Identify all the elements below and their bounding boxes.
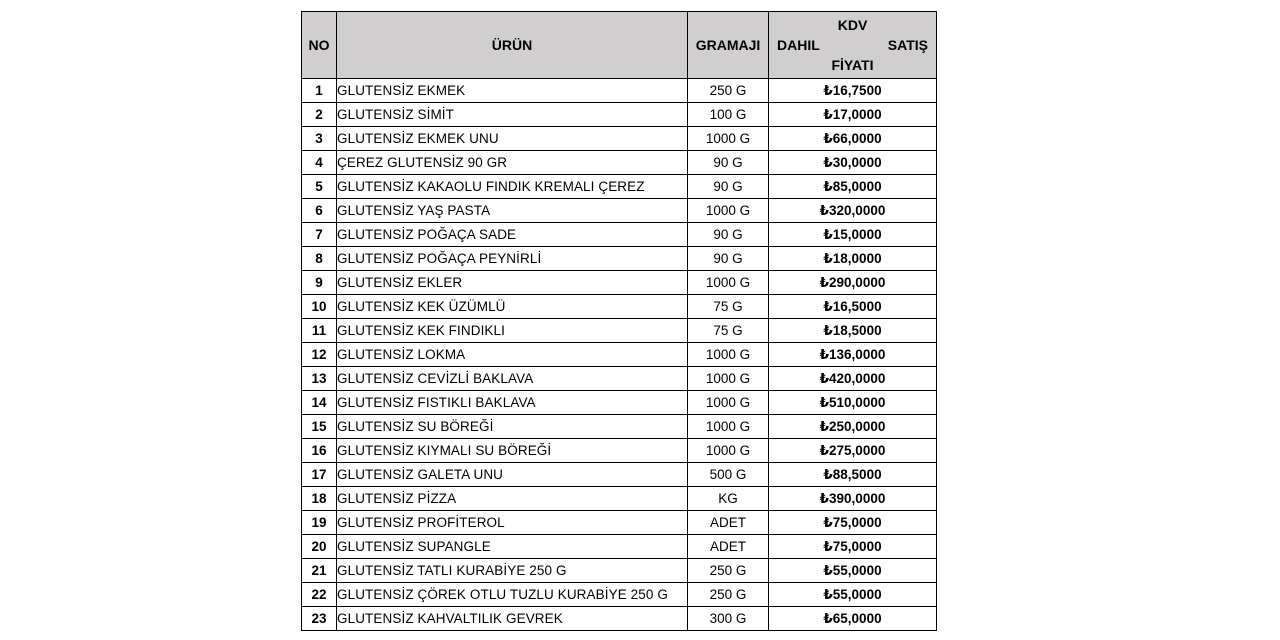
product-price: ₺16,5000	[769, 295, 937, 319]
product-weight: 250 G	[688, 583, 769, 607]
row-number: 11	[302, 319, 337, 343]
product-name: ÇEREZ GLUTENSİZ 90 GR	[337, 151, 688, 175]
row-number: 13	[302, 367, 337, 391]
product-weight: 1000 G	[688, 391, 769, 415]
product-name: GLUTENSİZ EKMEK	[337, 79, 688, 103]
product-name: GLUTENSİZ KEK FINDIKLI	[337, 319, 688, 343]
product-weight: ADET	[688, 535, 769, 559]
product-price: ₺510,0000	[769, 391, 937, 415]
row-number: 9	[302, 271, 337, 295]
product-weight: 75 G	[688, 319, 769, 343]
product-weight: 1000 G	[688, 415, 769, 439]
product-weight: 1000 G	[688, 343, 769, 367]
product-name: GLUTENSİZ KAKAOLU FINDIK KREMALI ÇEREZ	[337, 175, 688, 199]
product-price: ₺275,0000	[769, 439, 937, 463]
row-number: 10	[302, 295, 337, 319]
product-price: ₺290,0000	[769, 271, 937, 295]
product-price: ₺85,0000	[769, 175, 937, 199]
product-price: ₺30,0000	[769, 151, 937, 175]
table-row	[302, 535, 937, 559]
product-weight: 1000 G	[688, 271, 769, 295]
product-weight: 300 G	[688, 607, 769, 631]
row-number: 5	[302, 175, 337, 199]
product-name: GLUTENSİZ FISTIKLI BAKLAVA	[337, 391, 688, 415]
row-number: 7	[302, 223, 337, 247]
row-number: 19	[302, 511, 337, 535]
header-row	[302, 12, 937, 79]
header-price-line2	[769, 35, 936, 55]
header-price-line1: KDV	[837, 17, 868, 33]
product-weight: 90 G	[688, 151, 769, 175]
product-price: ₺75,0000	[769, 535, 937, 559]
row-number: 6	[302, 199, 337, 223]
row-number: 12	[302, 343, 337, 367]
table-header	[302, 12, 937, 79]
row-number: 4	[302, 151, 337, 175]
product-name: GLUTENSİZ SİMİT	[337, 103, 688, 127]
table-row	[302, 583, 937, 607]
table-row	[302, 511, 937, 535]
product-weight: 90 G	[688, 247, 769, 271]
price-table	[301, 11, 937, 631]
product-price: ₺75,0000	[769, 511, 937, 535]
product-name: GLUTENSİZ CEVİZLİ BAKLAVA	[337, 367, 688, 391]
table-row	[302, 391, 937, 415]
product-name: GLUTENSİZ PİZZA	[337, 487, 688, 511]
product-price: ₺420,0000	[769, 367, 937, 391]
row-number: 18	[302, 487, 337, 511]
product-weight: 90 G	[688, 223, 769, 247]
product-price: ₺88,5000	[769, 463, 937, 487]
product-price: ₺66,0000	[769, 127, 937, 151]
product-price: ₺55,0000	[769, 583, 937, 607]
header-price-line2b: SATIŞ	[887, 37, 928, 53]
product-name: GLUTENSİZ YAŞ PASTA	[337, 199, 688, 223]
product-name: GLUTENSİZ EKLER	[337, 271, 688, 295]
product-weight: 1000 G	[688, 199, 769, 223]
product-weight: 250 G	[688, 79, 769, 103]
product-name: GLUTENSİZ SU BÖREĞİ	[337, 415, 688, 439]
table-row	[302, 103, 937, 127]
product-name: GLUTENSİZ KAHVALTILIK GEVREK	[337, 607, 688, 631]
table-row	[302, 607, 937, 631]
row-number: 2	[302, 103, 337, 127]
row-number: 21	[302, 559, 337, 583]
product-weight: 1000 G	[688, 367, 769, 391]
table-row	[302, 295, 937, 319]
product-price: ₺390,0000	[769, 487, 937, 511]
header-price-line3: FİYATI	[831, 57, 874, 73]
product-price: ₺18,0000	[769, 247, 937, 271]
product-price: ₺16,7500	[769, 79, 937, 103]
product-name: GLUTENSİZ LOKMA	[337, 343, 688, 367]
table-body	[302, 79, 937, 631]
product-name: GLUTENSİZ SUPANGLE	[337, 535, 688, 559]
row-number: 16	[302, 439, 337, 463]
row-number: 3	[302, 127, 337, 151]
row-number: 20	[302, 535, 337, 559]
product-price: ₺136,0000	[769, 343, 937, 367]
table-row	[302, 175, 937, 199]
product-name: GLUTENSİZ EKMEK UNU	[337, 127, 688, 151]
product-weight: 250 G	[688, 559, 769, 583]
product-name: GLUTENSİZ POĞAÇA SADE	[337, 223, 688, 247]
product-price: ₺250,0000	[769, 415, 937, 439]
product-name: GLUTENSİZ KIYMALI SU BÖREĞİ	[337, 439, 688, 463]
table-row	[302, 223, 937, 247]
table-row	[302, 367, 937, 391]
table-row	[302, 559, 937, 583]
product-name: GLUTENSİZ PROFİTEROL	[337, 511, 688, 535]
row-number: 1	[302, 79, 337, 103]
table-row	[302, 439, 937, 463]
product-weight: 1000 G	[688, 127, 769, 151]
product-weight: 500 G	[688, 463, 769, 487]
product-name: GLUTENSİZ POĞAÇA PEYNİRLİ	[337, 247, 688, 271]
product-price: ₺17,0000	[769, 103, 937, 127]
row-number: 23	[302, 607, 337, 631]
table-row	[302, 151, 937, 175]
header-price	[769, 12, 937, 79]
product-name: GLUTENSİZ ÇÖREK OTLU TUZLU KURABİYE 250 G	[337, 583, 688, 607]
header-price-line2a: DAHIL	[777, 37, 820, 53]
table-row	[302, 463, 937, 487]
product-weight: 1000 G	[688, 439, 769, 463]
table-row	[302, 487, 937, 511]
table-row	[302, 319, 937, 343]
product-price: ₺55,0000	[769, 559, 937, 583]
table-row	[302, 415, 937, 439]
product-weight: ADET	[688, 511, 769, 535]
product-price: ₺15,0000	[769, 223, 937, 247]
product-name: GLUTENSİZ TATLI KURABİYE 250 G	[337, 559, 688, 583]
row-number: 17	[302, 463, 337, 487]
product-price: ₺65,0000	[769, 607, 937, 631]
product-weight: 100 G	[688, 103, 769, 127]
product-price: ₺18,5000	[769, 319, 937, 343]
header-product: ÜRÜN	[337, 12, 688, 79]
header-weight: GRAMAJI	[688, 12, 769, 79]
row-number: 8	[302, 247, 337, 271]
table-row	[302, 199, 937, 223]
table-row	[302, 127, 937, 151]
table-row	[302, 79, 937, 103]
product-name: GLUTENSİZ GALETA UNU	[337, 463, 688, 487]
header-no: NO	[302, 12, 337, 79]
product-weight: 90 G	[688, 175, 769, 199]
product-weight: 75 G	[688, 295, 769, 319]
row-number: 22	[302, 583, 337, 607]
table-row	[302, 271, 937, 295]
table-row	[302, 343, 937, 367]
product-name: GLUTENSİZ KEK ÜZÜMLÜ	[337, 295, 688, 319]
row-number: 14	[302, 391, 337, 415]
table-row	[302, 247, 937, 271]
product-price: ₺320,0000	[769, 199, 937, 223]
product-weight: KG	[688, 487, 769, 511]
row-number: 15	[302, 415, 337, 439]
